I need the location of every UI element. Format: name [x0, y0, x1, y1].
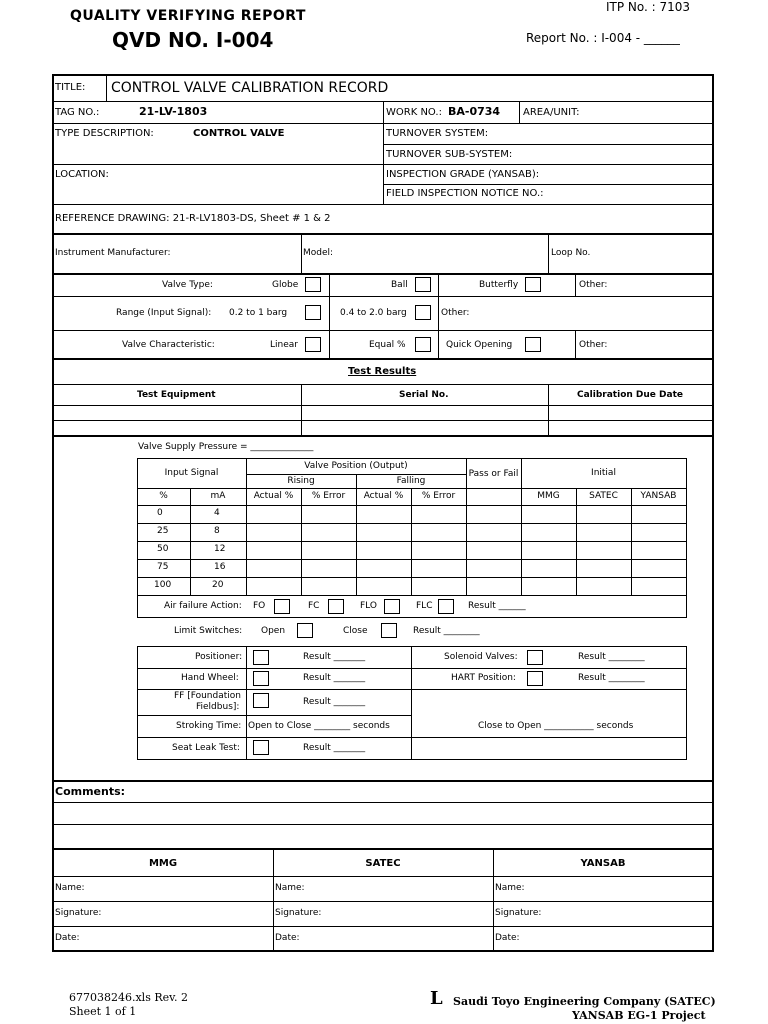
range-opt1-label: 0.2 to 1 barg [229, 308, 288, 318]
supply-pressure: Valve Supply Pressure = ______________ [138, 442, 314, 452]
type-label: TYPE DESCRIPTION: [55, 128, 154, 139]
location-label: LOCATION: [55, 169, 109, 180]
calibration-due-header: Calibration Due Date [577, 390, 683, 400]
flo-label: FLO [360, 601, 377, 611]
row-ma: 16 [214, 562, 226, 572]
satec-date: Date: [275, 933, 300, 943]
flo-checkbox[interactable] [384, 599, 400, 614]
falling-actual-header: Actual % [363, 491, 404, 501]
row-ma: 20 [212, 580, 224, 590]
test-equipment-header: Test Equipment [137, 390, 216, 400]
reference-drawing: REFERENCE DRAWING: 21-R-LV1803-DS, Sheet # 1 & 2 [55, 213, 331, 224]
quick-opening-checkbox[interactable] [525, 337, 541, 352]
mmg-name: Name: [55, 883, 85, 893]
air-failure-label: Air failure Action: [164, 601, 242, 611]
ff-result: Result _______ [303, 697, 366, 707]
initial-mmg-header: MMG [537, 491, 560, 501]
inspection-grade: INSPECTION GRADE (YANSAB): [386, 169, 540, 180]
signoff-mmg: MMG [148, 858, 178, 869]
rising-error-header: % Error [311, 491, 346, 501]
type-value: CONTROL VALVE [193, 128, 285, 139]
turnover-subsystem: TURNOVER SUB-SYSTEM: [386, 149, 513, 160]
characteristic-label: Valve Characteristic: [122, 340, 215, 350]
comments-label: Comments: [55, 785, 126, 798]
hand-wheel-result: Result _______ [303, 673, 366, 683]
limit-close-checkbox[interactable] [381, 623, 397, 638]
close-to-open: Close to Open ___________ seconds [478, 721, 634, 731]
qvd-number: QVD NO. I-004 [112, 28, 274, 52]
flc-checkbox[interactable] [438, 599, 454, 614]
footer-company: Saudi Toyo Engineering Company (SATEC) [453, 995, 716, 1008]
serial-no-header: Serial No. [399, 390, 449, 400]
limit-open-checkbox[interactable] [297, 623, 313, 638]
limit-switches-label: Limit Switches: [174, 626, 243, 636]
seat-leak-label: Seat Leak Test: [172, 743, 240, 753]
yansab-signature: Signature: [495, 908, 542, 918]
work-value: BA-0734 [448, 105, 501, 118]
row-ma: 8 [214, 526, 220, 536]
pct-header: % [159, 491, 168, 501]
row-pct: 50 [157, 544, 169, 554]
row-pct: 75 [157, 562, 169, 572]
butterfly-checkbox[interactable] [525, 277, 541, 292]
quick-opening-label: Quick Opening [446, 340, 513, 350]
itp-number: ITP No. : 7103 [606, 0, 691, 14]
ma-header: mA [210, 491, 226, 501]
range-label: Range (Input Signal): [116, 308, 212, 318]
hart-label: HART Position: [451, 673, 516, 683]
pass-fail-header: Pass or Fail [468, 469, 519, 479]
linear-label: Linear [270, 340, 298, 350]
rising-header: Rising [287, 476, 315, 486]
range-opt2-label: 0.4 to 2.0 barg [340, 308, 407, 318]
characteristic-other: Other: [579, 340, 608, 350]
positioner-label: Positioner: [195, 652, 243, 662]
hart-result: Result ________ [578, 673, 645, 683]
initial-header: Initial [591, 468, 616, 478]
turnover-system: TURNOVER SYSTEM: [386, 128, 489, 139]
tag-value: 21-LV-1803 [139, 105, 208, 118]
ball-checkbox[interactable] [415, 277, 431, 292]
input-signal-header: Input Signal [164, 468, 219, 478]
range-opt1-checkbox[interactable] [305, 305, 321, 320]
positioner-result: Result _______ [303, 652, 366, 662]
seat-leak-checkbox[interactable] [253, 740, 269, 755]
satec-signature: Signature: [275, 908, 322, 918]
solenoid-result: Result ________ [578, 652, 645, 662]
globe-label: Globe [272, 280, 299, 290]
mmg-signature: Signature: [55, 908, 102, 918]
field-inspection-notice: FIELD INSPECTION NOTICE NO.: [386, 188, 544, 199]
ff-checkbox[interactable] [253, 693, 269, 708]
row-pct: 0 [157, 508, 163, 518]
signoff-satec: SATEC [365, 858, 401, 869]
hand-wheel-label: Hand Wheel: [181, 673, 239, 683]
linear-checkbox[interactable] [305, 337, 321, 352]
yansab-name: Name: [495, 883, 525, 893]
report-title: QUALITY VERIFYING REPORT [70, 8, 306, 24]
area-label: AREA/UNIT: [523, 107, 580, 118]
hart-checkbox[interactable] [527, 671, 543, 686]
company-logo: L [430, 988, 443, 1009]
limit-result: Result ________ [413, 626, 480, 636]
fo-label: FO [253, 601, 266, 611]
falling-header: Falling [396, 476, 426, 486]
equal-label: Equal % [369, 340, 406, 350]
footer-project: YANSAB EG-1 Project [572, 1009, 706, 1022]
valve-type-label: Valve Type: [162, 280, 213, 290]
manufacturer-label: Instrument Manufacturer: [55, 248, 171, 258]
ff-label-line2: Fieldbus]: [196, 702, 240, 712]
flc-label: FLC [416, 601, 433, 611]
ball-label: Ball [391, 280, 408, 290]
stroking-label: Stroking Time: [176, 721, 242, 731]
fc-checkbox[interactable] [328, 599, 344, 614]
falling-error-header: % Error [421, 491, 456, 501]
tag-label: TAG NO.: [55, 107, 100, 118]
open-to-close: Open to Close ________ seconds [248, 721, 390, 731]
satec-name: Name: [275, 883, 305, 893]
rising-actual-header: Actual % [253, 491, 294, 501]
seat-leak-result: Result _______ [303, 743, 366, 753]
initial-yansab-header: YANSAB [640, 491, 677, 501]
test-results-heading: Test Results [348, 366, 417, 377]
report-number: Report No. : I-004 - ______ [526, 31, 680, 45]
yansab-date: Date: [495, 933, 520, 943]
initial-satec-header: SATEC [589, 491, 618, 501]
signoff-yansab: YANSAB [580, 858, 626, 869]
air-failure-result: Result ______ [468, 601, 526, 611]
fo-checkbox[interactable] [274, 599, 290, 614]
equal-checkbox[interactable] [415, 337, 431, 352]
title-label: TITLE: [55, 82, 86, 93]
solenoid-label: Solenoid Valves: [444, 652, 518, 662]
footer-sheet: Sheet 1 of 1 [69, 1005, 137, 1018]
fc-label: FC [308, 601, 320, 611]
limit-close-label: Close [343, 626, 368, 636]
solenoid-checkbox[interactable] [527, 650, 543, 665]
form-title: CONTROL VALVE CALIBRATION RECORD [111, 80, 389, 96]
ff-label-line1: FF [Foundation [174, 691, 241, 701]
loop-label: Loop No. [551, 248, 591, 258]
row-pct: 25 [157, 526, 169, 536]
row-pct: 100 [154, 580, 172, 590]
valve-type-other: Other: [579, 280, 608, 290]
row-ma: 4 [214, 508, 220, 518]
limit-open-label: Open [261, 626, 286, 636]
model-label: Model: [303, 248, 334, 258]
form-frame [52, 74, 714, 952]
mmg-date: Date: [55, 933, 80, 943]
range-other: Other: [441, 308, 470, 318]
row-ma: 12 [214, 544, 226, 554]
globe-checkbox[interactable] [305, 277, 321, 292]
work-label: WORK NO.: [386, 107, 442, 118]
hand-wheel-checkbox[interactable] [253, 671, 269, 686]
footer-file: 677038246.xls Rev. 2 [69, 991, 189, 1004]
butterfly-label: Butterfly [479, 280, 519, 290]
range-opt2-checkbox[interactable] [415, 305, 431, 320]
valve-position-header: Valve Position (Output) [304, 461, 408, 471]
positioner-checkbox[interactable] [253, 650, 269, 665]
